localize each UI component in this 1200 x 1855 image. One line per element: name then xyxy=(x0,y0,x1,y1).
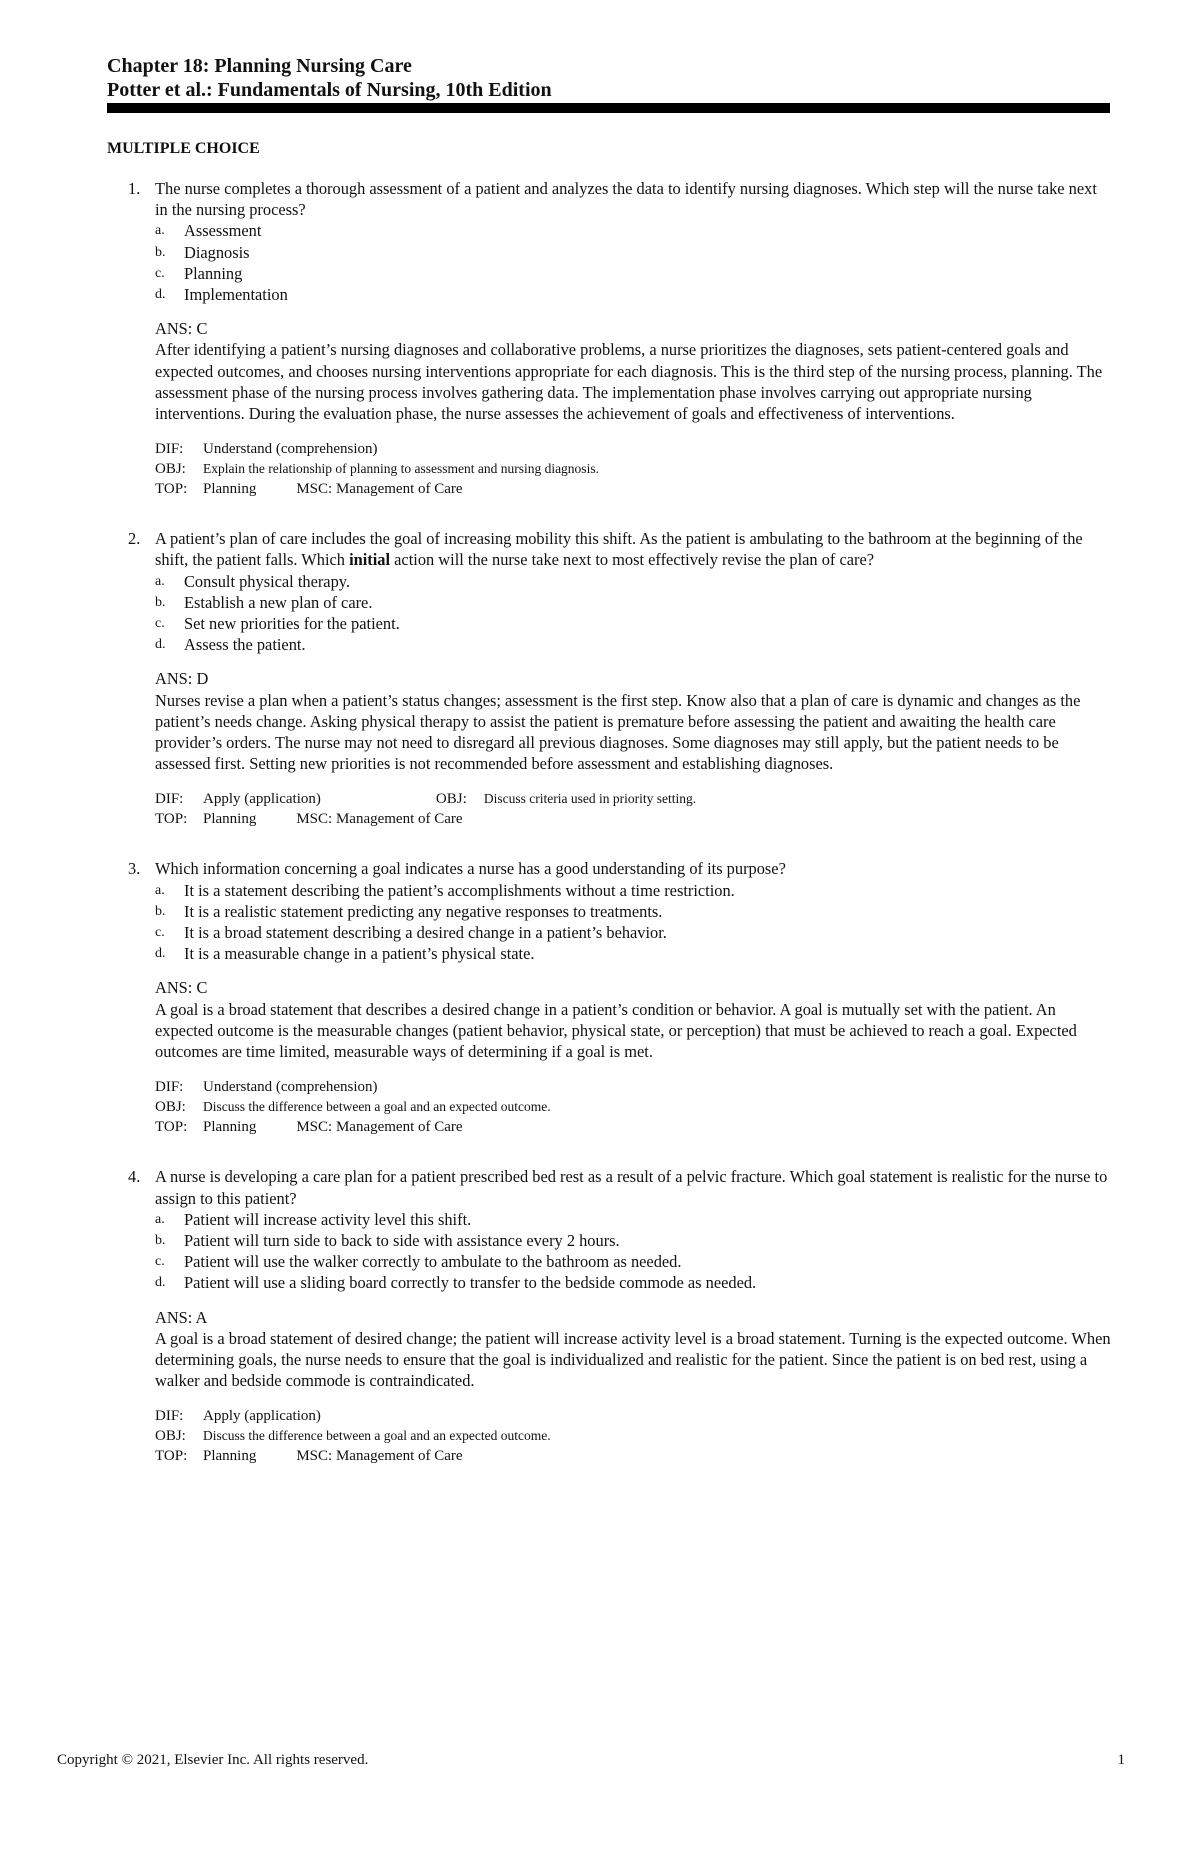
choice-text: Patient will use a sliding board correctly to transfer to the bedside commode as needed. xyxy=(184,1273,757,1293)
answer-key: ANS: C xyxy=(155,319,208,339)
choice-list xyxy=(155,220,1113,305)
obj-value: Explain the relationship of planning to assessment and nursing diagnosis. xyxy=(203,461,599,477)
choice-c xyxy=(155,1251,1113,1272)
answer-key: ANS: D xyxy=(155,669,209,689)
dif-value: Understand (comprehension) xyxy=(203,1079,378,1096)
obj-label: OBJ: xyxy=(155,461,186,478)
dif-value: Apply (application) xyxy=(203,791,321,808)
question-metadata xyxy=(155,1077,1113,1137)
question-number: 2. xyxy=(128,529,141,549)
msc-label: MSC: xyxy=(296,1448,333,1465)
question-stem xyxy=(155,528,1113,570)
question-number: 4. xyxy=(128,1167,141,1187)
obj-value: Discuss criteria used in priority setting. xyxy=(483,791,697,807)
dif-value: Apply (application) xyxy=(203,1408,321,1425)
choice-text: Establish a new plan of care. xyxy=(184,592,373,612)
book-title: Potter et al.: Fundamentals of Nursing, 10th Edition xyxy=(107,79,552,101)
msc-value: Management of Care xyxy=(335,1119,463,1136)
question-stem: The nurse completes a thorough assessment of a patient and analyzes the data to identify nursing diagnoses. Which step will the nurse take next in the nursing process? xyxy=(155,179,1097,220)
stem-text: action will the nurse take next to most effectively revise the plan of care? xyxy=(390,550,875,570)
obj-label: OBJ: xyxy=(155,1428,186,1445)
top-value: Planning xyxy=(203,481,257,498)
rationale: Nurses revise a plan when a patient’s status changes; assessment is the first step. Know also that a plan of care is dynamic and changes as the patient’s needs change. Asking physical therapy to assist the patient is premature before assessing the patient and awaiting the health care provider’s orders. The nurse may not need to disregard all previous diagnoses. Some diagnoses may still apply, but the patient needs to be assessed first. Setting new priorities is not recommended before assessment and establishing diagnoses. xyxy=(155,690,1081,774)
answer-key: ANS: C xyxy=(155,978,208,998)
dif-label: DIF: xyxy=(155,791,184,808)
obj-value: Discuss the difference between a goal and an expected outcome. xyxy=(203,1428,551,1444)
obj-label: OBJ: xyxy=(435,791,467,808)
choice-letter: b. xyxy=(155,1232,166,1248)
question-3 xyxy=(128,858,1113,1137)
rationale: A goal is a broad statement of desired change; the patient will increase activity level is a broad statement. Turning is the expected outcome. When determining goals, the nurse needs to ensure that the goal is individualized and realistic for the patient. Since the patient is on bed rest, using a walker and bedside commode is contraindicated. xyxy=(155,1328,1111,1391)
choice-b xyxy=(155,901,1113,922)
top-value: Planning xyxy=(203,1119,257,1136)
dif-value: Understand (comprehension) xyxy=(203,441,378,458)
choice-list xyxy=(155,571,1113,656)
stem-text: A patient’s plan of care includes the goal of increasing mobility this shift. As the patient is ambulating to the bathroom at the beginning of the shift, the patient falls. Which xyxy=(155,529,1083,570)
choice-d xyxy=(155,634,1113,655)
question-metadata xyxy=(155,789,1113,829)
answer-key: ANS: A xyxy=(155,1307,208,1327)
top-label: TOP: xyxy=(155,481,188,498)
obj-label: OBJ: xyxy=(155,1099,186,1116)
top-value: Planning xyxy=(203,811,257,828)
choice-text: Implementation xyxy=(184,285,288,305)
top-label: TOP: xyxy=(155,1448,188,1465)
choice-d xyxy=(155,943,1113,964)
msc-label: MSC: xyxy=(296,811,333,828)
msc-value: Management of Care xyxy=(335,481,463,498)
choice-letter: b. xyxy=(155,244,166,260)
choice-a xyxy=(155,880,744,901)
choice-text: Patient will increase activity level this shift. xyxy=(184,1209,472,1229)
rationale: A goal is a broad statement that describes a desired change in a patient’s condition or behavior. A goal is mutually set with the patient. An expected outcome is the measurable changes (patient behavior, physical state, or perception) that must be achieved to reach a goal. Expected outcomes are time limited, measurable ways of determining if a goal is met. xyxy=(155,999,1077,1062)
choice-letter: d. xyxy=(155,946,166,962)
top-label: TOP: xyxy=(155,811,188,828)
choice-letter: d. xyxy=(155,287,166,303)
msc-value: Management of Care xyxy=(335,1448,463,1465)
question-metadata xyxy=(155,1406,1113,1466)
choice-text: Assessment xyxy=(184,221,262,241)
stem-emphasis: initial xyxy=(349,550,391,570)
question-stem: Which information concerning a goal indicates a nurse has a good understanding of its purpose? xyxy=(155,859,786,879)
choice-b xyxy=(155,1230,1113,1251)
msc-label: MSC: xyxy=(296,1119,333,1136)
choice-letter: c. xyxy=(155,925,165,941)
choice-a xyxy=(155,1209,1113,1230)
choice-d xyxy=(155,284,1113,305)
page-footer xyxy=(57,1752,1125,1769)
choice-text: Patient will turn side to back to side with assistance every 2 hours. xyxy=(184,1230,620,1250)
choice-text: It is a realistic statement predicting any negative responses to treatments. xyxy=(184,901,663,921)
choice-text: It is a statement describing the patient’s accomplishments without a time restriction. xyxy=(184,880,735,900)
question-2 xyxy=(128,528,1113,829)
question-1 xyxy=(128,178,1113,499)
choice-letter: c. xyxy=(155,1254,165,1270)
header-rule xyxy=(107,103,1110,113)
dif-label: DIF: xyxy=(155,441,184,458)
chapter-title: Chapter 18: Planning Nursing Care xyxy=(107,55,412,77)
page-header xyxy=(107,54,1110,113)
choice-text: Assess the patient. xyxy=(184,635,306,655)
choice-b xyxy=(155,592,1113,613)
page-number: 1 xyxy=(1117,1752,1125,1768)
choice-letter: c. xyxy=(155,616,165,632)
question-list xyxy=(128,178,1113,1466)
choice-letter: b. xyxy=(155,903,166,919)
top-value: Planning xyxy=(203,1448,257,1465)
choice-a xyxy=(155,571,1113,592)
obj-value: Discuss the difference between a goal and an expected outcome. xyxy=(203,1099,551,1115)
choice-text: Consult physical therapy. xyxy=(184,571,351,591)
choice-list xyxy=(155,880,1113,965)
question-stem: A nurse is developing a care plan for a patient prescribed bed rest as a result of a pelvic fracture. Which goal statement is realistic for the nurse to assign to this patient? xyxy=(155,1167,1108,1208)
choice-text: Patient will use the walker correctly to ambulate to the bathroom as needed. xyxy=(184,1252,682,1272)
choice-letter: c. xyxy=(155,265,165,281)
choice-letter: a. xyxy=(155,573,165,589)
choice-list xyxy=(155,1209,1113,1294)
choice-text: It is a broad statement describing a desired change in a patient’s behavior. xyxy=(184,923,667,943)
choice-letter: a. xyxy=(155,1211,165,1227)
choice-a xyxy=(155,220,1113,241)
choice-letter: d. xyxy=(155,637,166,653)
choice-c xyxy=(155,263,1113,284)
choice-letter: a. xyxy=(155,223,165,239)
choice-d xyxy=(155,1272,784,1293)
choice-c xyxy=(155,613,1113,634)
choice-letter: b. xyxy=(155,594,166,610)
section-title: MULTIPLE CHOICE xyxy=(107,140,260,157)
question-number: 1. xyxy=(128,179,141,198)
msc-label: MSC: xyxy=(296,481,333,498)
choice-letter: d. xyxy=(155,1275,166,1291)
dif-label: DIF: xyxy=(155,1408,184,1425)
choice-text: Planning xyxy=(184,263,243,283)
choice-letter: a. xyxy=(155,882,165,898)
rationale: After identifying a patient’s nursing diagnoses and collaborative problems, a nurse prioritizes the diagnoses, sets patient-centered goals and expected outcomes, and chooses nursing interventions appropriate for each diagnosis. This is the third step of the nursing process, planning. The assessment phase of the nursing process involves gathering data. The implementation phase involves carrying out appropriate nursing interventions. During the evaluation phase, the nurse assesses the achievement of goals and effectiveness of interventions. xyxy=(155,340,1103,424)
choice-text: Diagnosis xyxy=(184,242,250,262)
top-label: TOP: xyxy=(155,1119,188,1136)
question-4 xyxy=(128,1166,1113,1466)
choice-text: It is a measurable change in a patient’s physical state. xyxy=(184,944,535,964)
choice-text: Set new priorities for the patient. xyxy=(184,614,400,634)
question-number: 3. xyxy=(128,859,141,879)
choice-c xyxy=(155,922,1113,943)
dif-label: DIF: xyxy=(155,1079,184,1096)
msc-value: Management of Care xyxy=(335,811,463,828)
copyright: Copyright © 2021, Elsevier Inc. All rights reserved. xyxy=(57,1752,369,1768)
choice-b xyxy=(155,242,1113,263)
question-metadata xyxy=(155,439,1113,499)
